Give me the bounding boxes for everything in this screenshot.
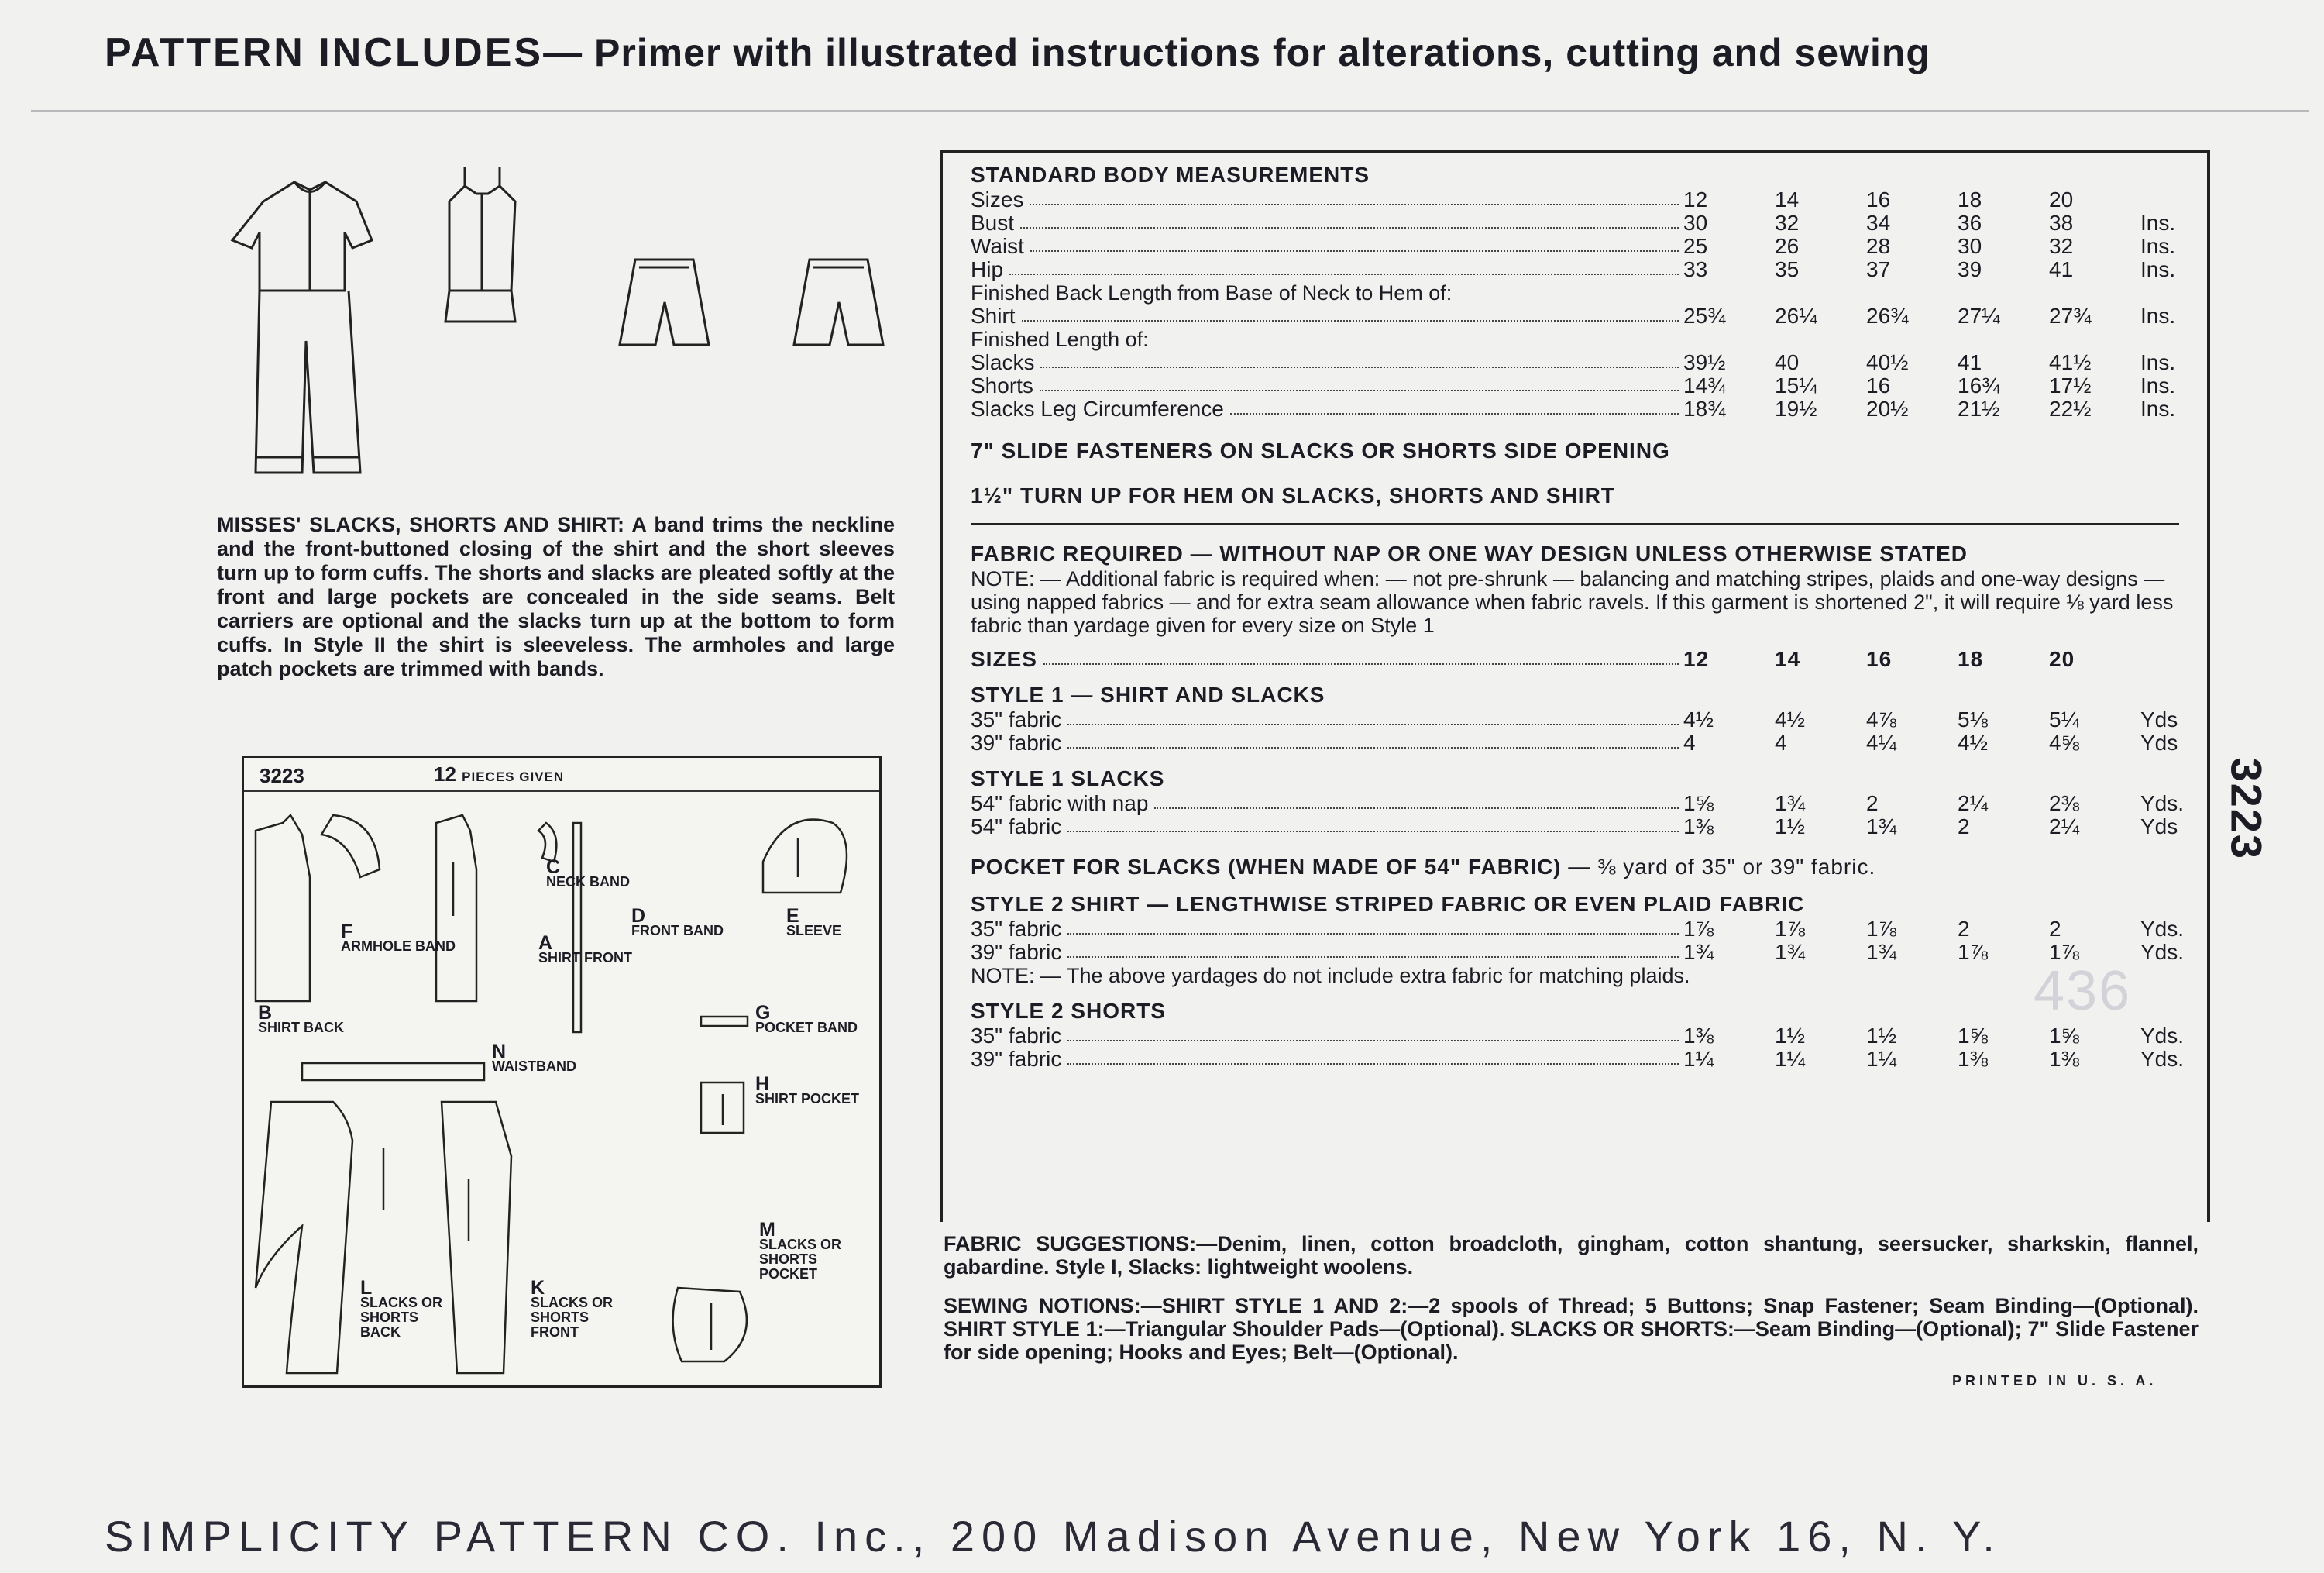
style2-shorts-title: STYLE 2 SHORTS: [971, 999, 1167, 1023]
measurement-row-waist: Waist 25 26 28 30 32 Ins.: [971, 234, 2176, 258]
piece-k-shape: [442, 1102, 511, 1373]
fabric-note: NOTE: — Additional fabric is required when: — not pre-shrunk — balancing and matching stripes, plaids and one-way designs — using napped fabrics — and for extra seam allowance when fabric ravels. If this garment is shortened 2", it will require ⅛ yard less fabric than yardage given for every size on Style 1: [971, 567, 2174, 637]
piece-label-m: M SLACKS OR SHORTS POCKET: [759, 1219, 842, 1282]
piece-l-shape: [256, 1102, 352, 1373]
piece-label-l: L SLACKS OR SHORTS BACK: [360, 1277, 443, 1340]
piece-b-shape: [256, 815, 310, 1001]
style2-shirt-title: STYLE 2 SHIRT — LENGTHWISE STRIPED FABRIC OR EVEN PLAID FABRIC: [971, 892, 1805, 916]
printed-in-usa: PRINTED IN U. S. A.: [1952, 1373, 2157, 1389]
style2-shirt-note: NOTE: — The above yardages do not include extra fabric for matching plaids.: [971, 964, 1690, 987]
header-title-bold: PATTERN INCLUDES: [105, 30, 544, 75]
pieces-count: 12: [434, 762, 456, 786]
measurement-row-shirt-length: Shirt 25¾ 26¼ 26¾ 27¼ 27¾ Ins.: [971, 304, 2176, 328]
garment-description: MISSES' SLACKS, SHORTS AND SHIRT: A band trims the neckline and the front-buttoned closing of the shirt and the short sleeves turn up to form cuffs. The shorts and slacks are pleated softly at the front and large pockets are concealed in the side seams. Belt carriers are optional and the slacks turn up at the bottom to form cuffs. In Style II the shirt is sleeveless. The armholes and large patch pockets are trimmed with bands.: [217, 513, 895, 680]
measurement-row-slacks-length: Slacks 39½ 40 40½ 41 41½ Ins.: [971, 350, 2176, 374]
style2-shirt-row-35: 35" fabric 1⅞ 1⅞ 1⅞ 2 2 Yds.: [971, 917, 2185, 941]
piece-label-f: F ARMHOLE BAND: [341, 921, 456, 954]
style1-row-39: 39" fabric 4 4 4¼ 4½ 4⅝ Yds: [971, 731, 2178, 755]
piece-n-shape: [302, 1063, 484, 1080]
piece-label-e: E SLEEVE: [786, 905, 842, 938]
piece-label-a: A SHIRT FRONT: [538, 932, 632, 965]
header-divider: [31, 110, 2309, 112]
pattern-pieces-box: [242, 756, 882, 1388]
piece-d-shape: [573, 823, 581, 1032]
finished-length-title: Finished Length of:: [971, 328, 1149, 351]
fabric-suggestions: FABRIC SUGGESTIONS:—Denim, linen, cotton broadcloth, gingham, cotton shantung, seersucker, sharkskin, flannel, gabardine. Style I, Slacks: lightweight woolens.: [944, 1232, 2199, 1279]
fabric-required-title: FABRIC REQUIRED — WITHOUT NAP OR ONE WAY DESIGN UNLESS OTHERWISE STATED: [971, 542, 1968, 566]
slide-fastener-note: 7" SLIDE FASTENERS ON SLACKS OR SHORTS SIDE OPENING: [971, 439, 1670, 463]
piece-label-c: C NECK BAND: [546, 856, 630, 890]
pieces-given: [434, 762, 564, 786]
piece-e-shape: [763, 820, 847, 893]
piece-label-b: B SHIRT BACK: [258, 1002, 344, 1035]
measurements-title: STANDARD BODY MEASUREMENTS: [971, 163, 1370, 187]
style1-row-35: 35" fabric 4½ 4½ 4⅞ 5⅛ 5¼ Yds: [971, 707, 2178, 731]
pieces-label: PIECES GIVEN: [462, 769, 565, 784]
turn-up-note: 1½" TURN UP FOR HEM ON SLACKS, SHORTS AND SHIRT: [971, 484, 1615, 508]
footer-publisher: SIMPLICITY PATTERN CO. Inc., 200 Madison Avenue, New York 16, N. Y.: [105, 1512, 2002, 1561]
sewing-notions: SEWING NOTIONS:—SHIRT STYLE 1 AND 2:—2 spools of Thread; 5 Buttons; Snap Fastener; Seam Binding—(Optional). SHIRT STYLE 1:—Triangular Shoulder Pads—(Optional). SLACKS OR SHORTS:—Seam Binding—(Optional); 7" Slide Fastener for side opening; Hooks and Eyes; Belt—(Optional).: [944, 1294, 2199, 1364]
style2-shirt-row-39: 39" fabric 1¾ 1¾ 1¾ 1⅞ 1⅞ Yds.: [971, 940, 2185, 964]
piece-label-k: K SLACKS OR SHORTS FRONT: [531, 1277, 614, 1340]
measurement-row-bust: Bust 30 32 34 36 38 Ins.: [971, 211, 2176, 235]
piece-a-shape: [436, 815, 476, 1001]
header: [105, 29, 2274, 76]
style1-title: STYLE 1 — SHIRT AND SLACKS: [971, 683, 1325, 707]
measurement-row-shorts-length: Shorts 14¾ 15¼ 16 16¾ 17½ Ins.: [971, 373, 2176, 398]
style1-shirt-slacks-drawing: [232, 182, 372, 473]
piece-label-h: H SHIRT POCKET: [755, 1073, 860, 1107]
stamp-number: 436: [2033, 960, 2132, 1022]
style2-shorts-row-39: 39" fabric 1¼ 1¼ 1¼ 1⅜ 1⅜ Yds.: [971, 1047, 2185, 1071]
measurement-row-hip: Hip 33 35 37 39 41 Ins.: [971, 257, 2176, 281]
header-title-rest: — Primer with illustrated instructions for alterations, cutting and sewing: [543, 31, 1930, 74]
style2-shirt-shorts-drawing: [445, 167, 515, 322]
garment-illustrations: [217, 155, 899, 504]
style1-slacks-row-54: 54" fabric 1⅜ 1½ 1¾ 2 2¼ Yds: [971, 814, 2178, 838]
measurement-row-leg-circumference: Slacks Leg Circumference 18¾ 19½ 20½ 21½ 22½ Ins.: [971, 397, 2176, 421]
shorts-back-drawing: [794, 260, 883, 345]
style1-slacks-title: STYLE 1 SLACKS: [971, 766, 1165, 790]
side-pattern-number: 3223: [2222, 757, 2271, 861]
suggestions-notions: [944, 1232, 2199, 1379]
piece-label-g: G POCKET BAND: [755, 1002, 858, 1035]
style2-shorts-row-35: 35" fabric 1⅜ 1½ 1½ 1⅝ 1⅝ Yds.: [971, 1024, 2185, 1048]
piece-label-d: D FRONT BAND: [631, 905, 724, 938]
piece-label-n: N WAISTBAND: [492, 1041, 576, 1074]
measurements-fabric-table: [940, 150, 2210, 1222]
measurement-row-sizes: Sizes 12 14 16 18 20: [971, 188, 2074, 212]
pocket-note: POCKET FOR SLACKS (WHEN MADE OF 54" FABRIC) — ⅜ yard of 35" or 39" fabric.: [971, 855, 1876, 879]
style1-slacks-row-nap: 54" fabric with nap 1⅝ 1¾ 2 2¼ 2⅜ Yds.: [971, 791, 2185, 815]
shorts-front-drawing: [620, 260, 709, 345]
fabric-sizes-row: SIZES 12 14 16 18 20: [971, 647, 2075, 671]
layout-pattern-number: 3223: [260, 764, 304, 787]
back-length-title: Finished Back Length from Base of Neck to Hem of:: [971, 281, 1452, 305]
piece-f-shape: [321, 815, 380, 877]
piece-m-shape: [673, 1288, 747, 1361]
table-divider: [971, 523, 2179, 525]
piece-g-shape: [701, 1017, 748, 1026]
